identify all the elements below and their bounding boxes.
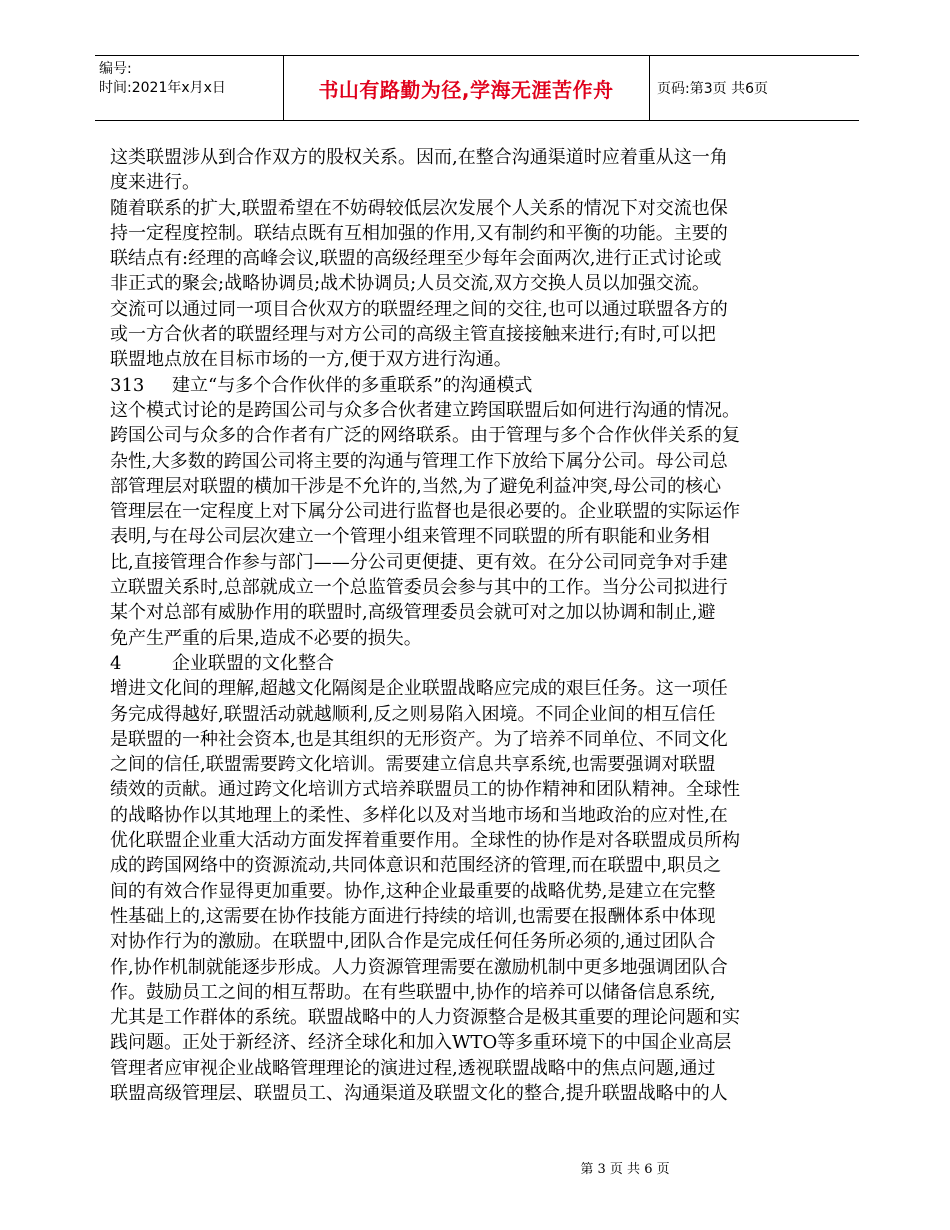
text-line: 联盟地点放在目标市场的一方,便于双方进行沟通。	[110, 349, 512, 371]
text-line: 践问题。正处于新经济、经济全球化和加入WTO等多重环境下的中国企业高层	[110, 1032, 732, 1054]
text-line: 优化联盟企业重大活动方面发挥着重要作用。全球性的协作是对各联盟成员所构	[110, 830, 740, 852]
page-header	[95, 55, 859, 121]
header-page-number: 页码:第3页 共6页	[657, 81, 768, 97]
section-heading-4	[110, 651, 770, 676]
document-body	[110, 145, 770, 1106]
text-line: 随着联系的扩大,联盟希望在不妨碍较低层次发展个人关系的情况下对交流也保	[110, 197, 728, 219]
text-line: 比,直接管理合作参与部门——分公司更便捷、更有效。在分公司同竞争对手建	[110, 551, 728, 573]
header-motto: 书山有路勤为径,学海无涯苦作舟	[318, 77, 614, 102]
text-line: 是联盟的一种社会资本,也是其组织的无形资产。为了培养不同单位、不同文化	[110, 728, 728, 750]
text-line: 管理者应审视企业战略管理理论的演进过程,透视联盟战略中的焦点问题,通过	[110, 1057, 716, 1079]
paragraph-1	[110, 145, 770, 196]
header-info	[99, 60, 279, 98]
text-line: 联盟高级管理层、联盟员工、沟通渠道及联盟文化的整合,提升联盟战略中的人	[110, 1082, 728, 1104]
header-divider-right	[649, 56, 650, 120]
text-line: 跨国公司与众多的合作者有广泛的网络联系。由于管理与多个合作伙伴关系的复	[110, 425, 740, 447]
text-line: 作,协作机制就能逐步形成。人力资源管理需要在激励机制中更多地强调团队合	[110, 956, 728, 978]
text-line: 成的跨国网络中的资源流动,共同体意识和范围经济的管理,而在联盟中,职员之	[110, 855, 722, 877]
paragraph-2	[110, 196, 770, 373]
section-title: 建立“与多个合作伙伴的多重联系”的沟通模式	[172, 374, 533, 396]
text-line: 之间的信任,联盟需要跨文化培训。需要建立信息共享系统,也需要强调对联盟	[110, 754, 716, 776]
document-number-label: 编号:	[99, 61, 132, 77]
text-line: 某个对总部有威胁作用的联盟时,高级管理委员会就可对之加以协调和制止,避	[110, 602, 716, 624]
text-line: 交流可以通过同一项目合伙双方的联盟经理之间的交往,也可以通过联盟各方的	[110, 298, 728, 320]
text-line: 对协作行为的激励。在联盟中,团队合作是完成任何任务所必须的,通过团队合	[110, 931, 716, 953]
section-number: 4	[110, 652, 122, 674]
text-line: 杂性,大多数的跨国公司将主要的沟通与管理工作下放给下属分公司。母公司总	[110, 450, 728, 472]
text-line: 作。鼓励员工之间的相互帮助。在有些联盟中,协作的培养可以储备信息系统,	[110, 981, 716, 1003]
text-line: 这个模式讨论的是跨国公司与众多合伙者建立跨国联盟后如何进行沟通的情况。	[110, 399, 740, 421]
text-line: 持一定程度控制。联结点既有互相加强的作用,又有制约和平衡的功能。主要的	[110, 222, 728, 244]
document-time-label: 时间:2021年x月x日	[99, 80, 226, 96]
text-line: 或一方合伙者的联盟经理与对方公司的高级主管直接接触来进行;有时,可以把	[110, 324, 716, 346]
header-divider-left	[283, 56, 284, 120]
paragraph-3	[110, 398, 770, 651]
text-line: 绩效的贡献。通过跨文化培训方式培养联盟员工的协作精神和团队精神。全球性	[110, 779, 740, 801]
text-line: 非正式的聚会;战略协调员;战术协调员;人员交流,双方交换人员以加强交流。	[110, 273, 710, 295]
page-footer: 第 3 页 共 6 页	[580, 1162, 670, 1177]
text-line: 立联盟关系时,总部就成立一个总监管委员会参与其中的工作。当分公司拟进行	[110, 577, 728, 599]
text-line: 免产生严重的后果,造成不必要的损失。	[110, 627, 422, 649]
text-line: 增进文化间的理解,超越文化隔阂是企业联盟战略应完成的艰巨任务。这一项任	[110, 678, 728, 700]
text-line: 表明,与在母公司层次建立一个管理小组来管理不同联盟的所有职能和业务相	[110, 526, 710, 548]
text-line: 务完成得越好,联盟活动就越顺利,反之则易陷入困境。不同企业间的相互信任	[110, 703, 716, 725]
text-line: 间的有效合作显得更加重要。协作,这种企业最重要的战略优势,是建立在完整	[110, 880, 716, 902]
text-line: 尤其是工作群体的系统。联盟战略中的人力资源整合是极其重要的理论问题和实	[110, 1007, 740, 1029]
section-heading-313	[110, 373, 770, 398]
paragraph-4	[110, 676, 770, 1106]
text-line: 这类联盟涉从到合作双方的股权关系。因而,在整合沟通渠道时应着重从这一角	[110, 147, 728, 168]
text-line: 部管理层对联盟的横加干涉是不允许的,当然,为了避免利益冲突,母公司的核心	[110, 475, 722, 497]
text-line: 联结点有:经理的高峰会议,联盟的高级经理至少每年会面两次,进行正式讨论或	[110, 248, 722, 270]
section-title: 企业联盟的文化整合	[172, 652, 334, 674]
text-line: 度来进行。	[110, 172, 200, 194]
text-line: 性基础上的,这需要在协作技能方面进行持续的培训,也需要在报酬体系中体现	[110, 905, 716, 927]
section-number: 313	[110, 374, 145, 396]
text-line: 的战略协作以其地理上的柔性、多样化以及对当地市场和当地政治的应对性,在	[110, 804, 728, 826]
text-line: 管理层在一定程度上对下属分公司进行监督也是很必要的。企业联盟的实际运作	[110, 501, 740, 523]
